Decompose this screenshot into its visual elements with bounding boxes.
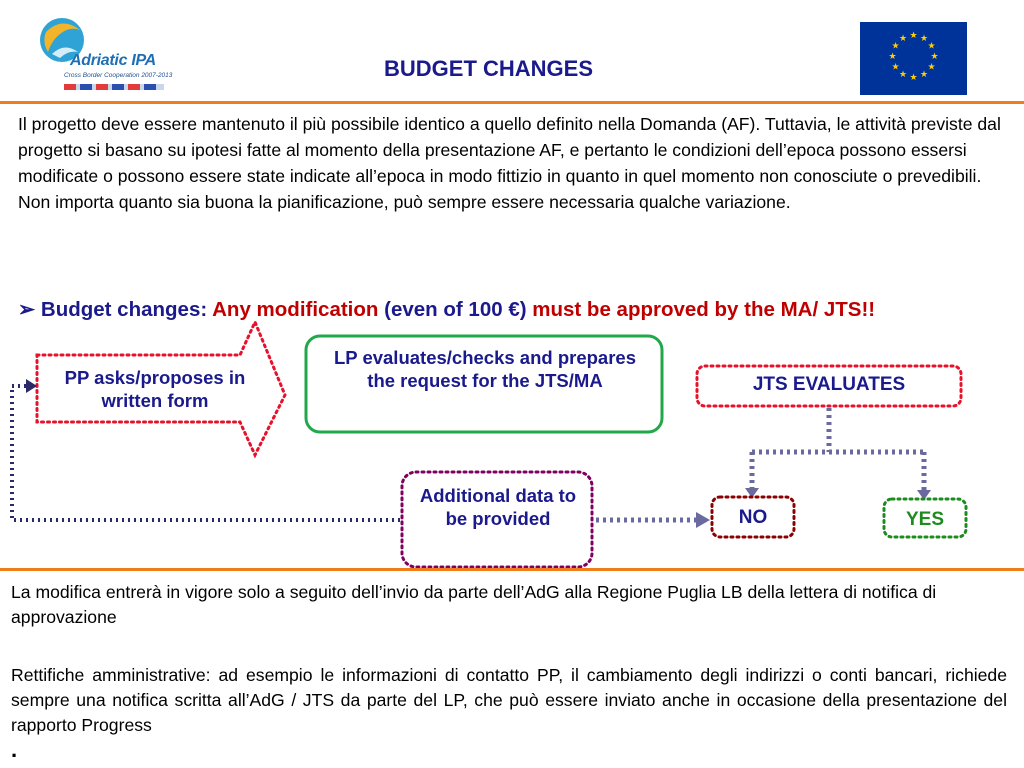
intro-text bbox=[18, 111, 1008, 215]
yes-box-label: YES bbox=[905, 509, 945, 530]
pp-box-label: PP asks/proposes in written form bbox=[64, 367, 246, 411]
svg-text:★: ★ bbox=[891, 62, 900, 73]
budget-part-1: Any modification bbox=[212, 298, 379, 321]
svg-text:★: ★ bbox=[888, 52, 897, 62]
svg-text:★: ★ bbox=[898, 70, 908, 80]
svg-text:★: ★ bbox=[891, 41, 900, 52]
lp-box-label: LP evaluates/checks and prepares the request for the JTS/MA bbox=[334, 347, 636, 391]
svg-text:★: ★ bbox=[909, 31, 918, 41]
no-left-arrowhead bbox=[696, 512, 710, 528]
svg-text:★: ★ bbox=[898, 34, 908, 44]
eu-flag-icon bbox=[860, 22, 967, 95]
intro-paragraph-2: Non importa quanto sia buona la pianificazione, può sempre essere necessaria qualche variazione. bbox=[18, 192, 791, 212]
intro-paragraph-1: Il progetto deve essere mantenuto il più possibile identico a quello definito nella Domanda (AF). Tuttavia, le attività previste dal progetto si basano su ipotesi fatte al momento della presentazione AF, e pertanto le condizioni dell’epoca possono essersi modificate o possono essere state indicate all’epoca in modo fittizio in quanto in quel momento non conosciute o prevedibili. bbox=[18, 114, 1001, 186]
feedback-arrowhead bbox=[26, 379, 37, 393]
bullet-arrow-icon: ➢ bbox=[18, 298, 36, 321]
budget-changes-label: Budget changes: bbox=[40, 298, 208, 321]
jts-box-label: JTS EVALUATES bbox=[752, 374, 906, 395]
no-box-label: NO bbox=[738, 507, 768, 528]
approval-notice: La modifica entrerà in vigore solo a seguito dell’invio da parte dell’AdG alla Regione Puglia LB della lettera di notifica di approvazione bbox=[11, 582, 937, 627]
administrative-corrections: Rettifiche amministrative: ad esempio le informazioni di contatto PP, il cambiamento degli indirizzi o conti bancari, richiede sempre una notifica scritta all’AdG / JTS da parte del LP, che può essere inviato anche in occasione della presentazione del rapporto Progress bbox=[11, 665, 1007, 735]
svg-text:★: ★ bbox=[927, 41, 936, 52]
footer-separator bbox=[0, 568, 1024, 571]
svg-text:★: ★ bbox=[919, 34, 929, 44]
svg-text:★: ★ bbox=[909, 73, 918, 83]
page-title: BUDGET CHANGES bbox=[384, 56, 594, 81]
svg-text:★: ★ bbox=[927, 62, 936, 73]
logo-subtitle: Cross Border Cooperation 2007-2013 bbox=[64, 72, 173, 79]
jts-branch-connector bbox=[752, 408, 924, 490]
logo-name: Adriatic IPA bbox=[70, 52, 156, 69]
header-separator bbox=[0, 101, 1024, 104]
budget-part-2: (even of 100 €) bbox=[384, 298, 527, 321]
svg-text:★: ★ bbox=[930, 52, 939, 62]
additional-box-label: Additional data to be provided bbox=[419, 485, 577, 529]
budget-part-3: must be approved by the MA/ JTS!! bbox=[532, 298, 876, 321]
svg-text:★: ★ bbox=[919, 70, 929, 80]
trailing-dot: . bbox=[11, 737, 18, 762]
